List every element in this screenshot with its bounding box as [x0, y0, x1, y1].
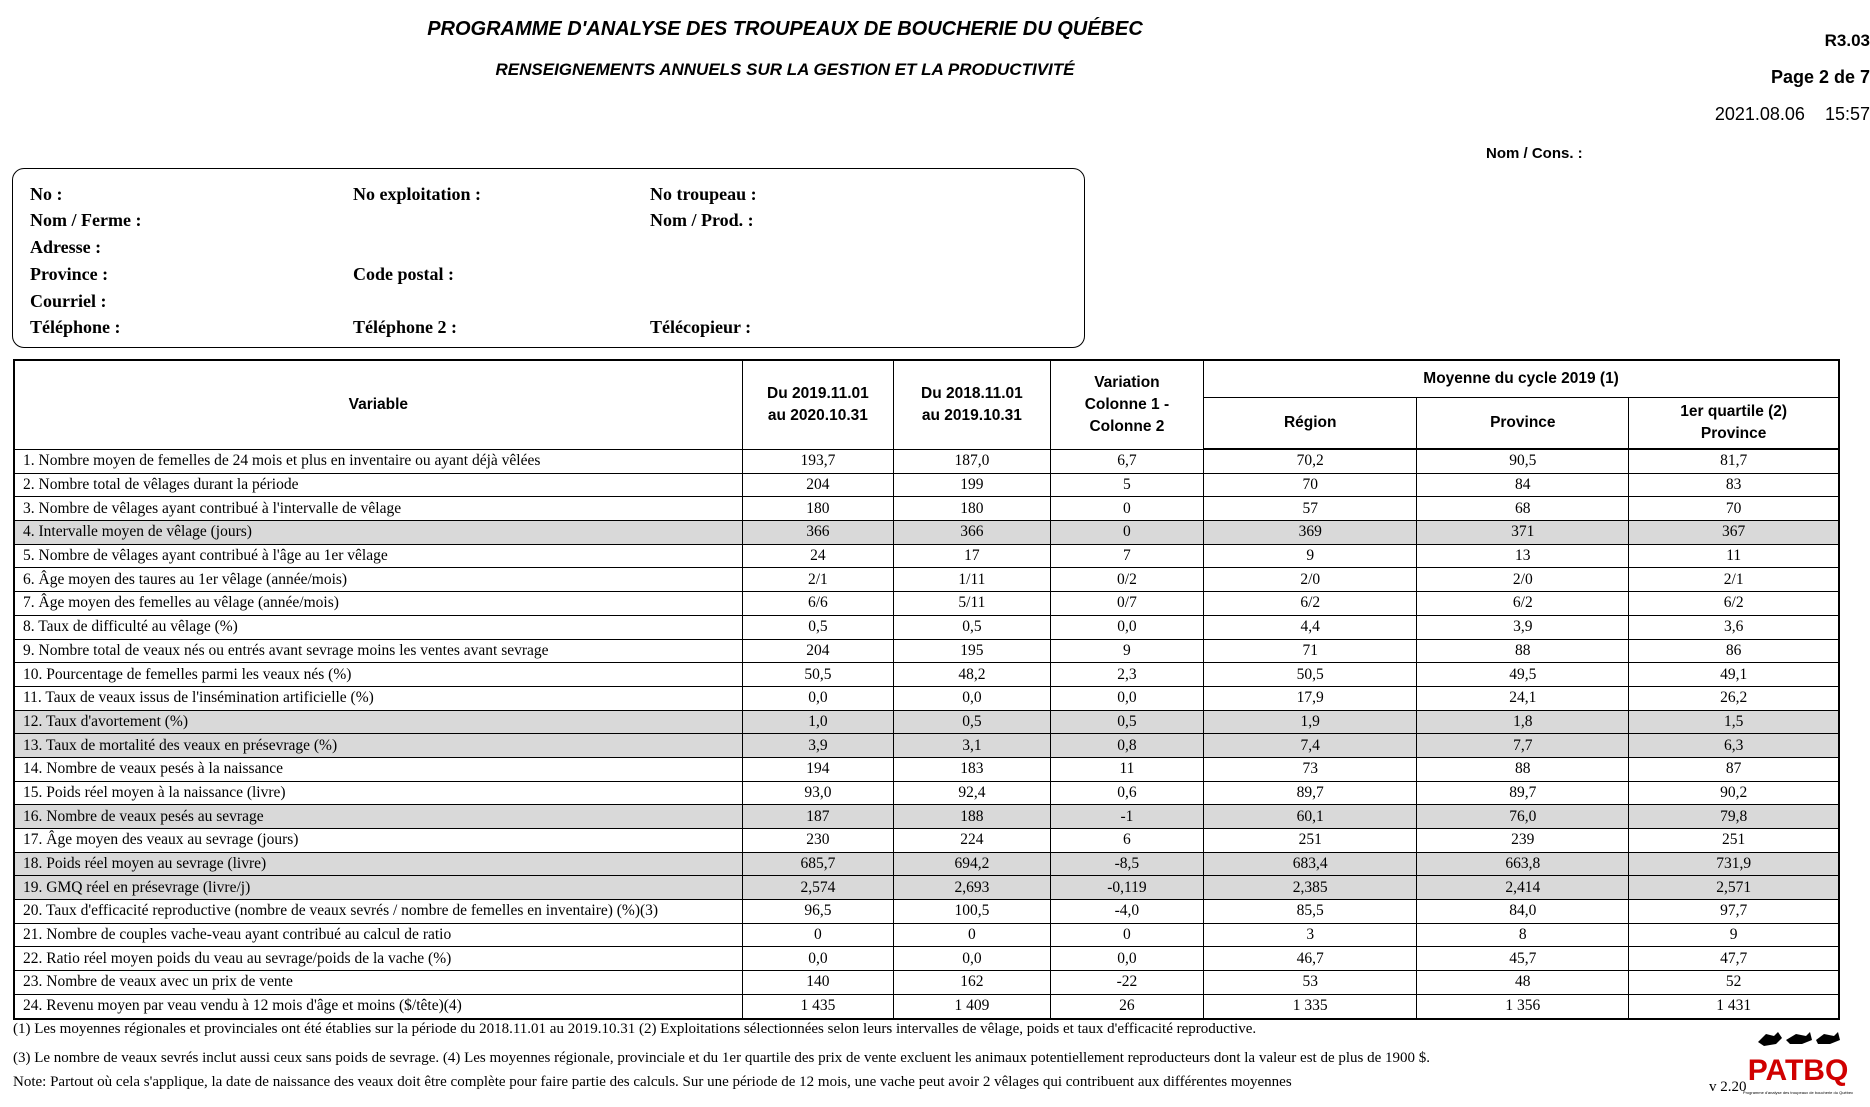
cell-col1: 0,5: [742, 615, 893, 639]
cell-quartile: 9: [1629, 923, 1839, 947]
cell-quartile: 2/1: [1629, 568, 1839, 592]
productivity-table: [13, 359, 1840, 1020]
cell-quartile: 3,6: [1629, 615, 1839, 639]
cell-variation: 0: [1050, 521, 1204, 545]
row-label: 12. Taux d'avortement (%): [14, 710, 742, 734]
cell-region: 60,1: [1204, 805, 1417, 829]
cell-region: 7,4: [1204, 734, 1417, 758]
table-row: [14, 900, 1839, 924]
cell-region: 683,4: [1204, 852, 1417, 876]
header-province: Province: [1417, 397, 1629, 449]
row-label: 3. Nombre de vêlages ayant contribué à l'intervalle de vêlage: [14, 497, 742, 521]
header-moyenne: Moyenne du cycle 2019 (1): [1204, 360, 1839, 397]
row-label: 21. Nombre de couples vache-veau ayant contribué au calcul de ratio: [14, 923, 742, 947]
cell-col2: 0: [894, 923, 1051, 947]
cell-region: 369: [1204, 521, 1417, 545]
cell-col1: 187: [742, 805, 893, 829]
cell-col2: 100,5: [894, 900, 1051, 924]
row-label: 7. Âge moyen des femelles au vêlage (année/mois): [14, 592, 742, 616]
row-label: 4. Intervalle moyen de vêlage (jours): [14, 521, 742, 545]
page-number: Page 2 de 7: [1770, 67, 1870, 87]
cell-quartile: 6/2: [1629, 592, 1839, 616]
cell-region: 2,385: [1204, 876, 1417, 900]
report-subtitle: RENSEIGNEMENTS ANNUELS SUR LA GESTION ET LA PRODUCTIVITÉ: [495, 60, 1075, 79]
cell-region: 2/0: [1204, 568, 1417, 592]
cell-region: 70: [1204, 473, 1417, 497]
nom-prod-label: Nom / Prod. :: [650, 210, 754, 230]
cell-col2: 187,0: [894, 449, 1051, 473]
cell-col2: 366: [894, 521, 1051, 545]
cell-col1: 93,0: [742, 781, 893, 805]
cell-col1: 193,7: [742, 449, 893, 473]
code-postal-label: Code postal :: [353, 264, 455, 284]
cell-variation: -22: [1050, 971, 1204, 995]
adresse-label: Adresse :: [30, 237, 102, 257]
cell-col2: 17: [894, 544, 1051, 568]
report-title: PROGRAMME D'ANALYSE DES TROUPEAUX DE BOUCHERIE DU QUÉBEC: [427, 18, 1143, 40]
cell-col1: 194: [742, 757, 893, 781]
row-label: 5. Nombre de vêlages ayant contribué à l'âge au 1er vêlage: [14, 544, 742, 568]
table-row: [14, 544, 1839, 568]
cell-col1: 366: [742, 521, 893, 545]
cell-col1: 96,5: [742, 900, 893, 924]
cell-col2: 188: [894, 805, 1051, 829]
logo-subtext: Programme d'analyse des troupeaux de boucherie du Québec: [1742, 1090, 1854, 1095]
cell-quartile: 86: [1629, 639, 1839, 663]
cell-region: 251: [1204, 829, 1417, 853]
cell-variation: 0,8: [1050, 734, 1204, 758]
cell-variation: 9: [1050, 639, 1204, 663]
cell-variation: 0,0: [1050, 947, 1204, 971]
cell-province: 24,1: [1417, 686, 1629, 710]
report-time: 15:57: [1824, 104, 1870, 124]
row-label: 18. Poids réel moyen au sevrage (livre): [14, 852, 742, 876]
cell-variation: 0,0: [1050, 686, 1204, 710]
row-label: 16. Nombre de veaux pesés au sevrage: [14, 805, 742, 829]
footnote-1: (1) Les moyennes régionales et provinciales ont été établies sur la période du 2018.11.01 au 2019.10.31 (2) Exploitations sélectionnées selon leurs intervalles de vêlage, poids et taux d'efficacité reproductive.: [13, 1021, 1257, 1037]
table-row: [14, 521, 1839, 545]
row-label: 1. Nombre moyen de femelles de 24 mois et plus en inventaire ou ayant déjà vêlées: [14, 449, 742, 473]
courriel-label: Courriel :: [30, 291, 107, 311]
cell-quartile: 52: [1629, 971, 1839, 995]
cell-variation: 6,7: [1050, 449, 1204, 473]
cell-region: 1,9: [1204, 710, 1417, 734]
table-row: [14, 829, 1839, 853]
row-label: 17. Âge moyen des veaux au sevrage (jours): [14, 829, 742, 853]
row-label: 22. Ratio réel moyen poids du veau au sevrage/poids de la vache (%): [14, 947, 742, 971]
cell-col2: 1 409: [894, 994, 1051, 1018]
footnote-3: Note: Partout où cela s'applique, la date de naissance des veaux doit être complète pour faire partie des calculs. Sur une période de 12 mois, une vache peut avoir 2 vêlages qui contribuent aux différentes moyennes: [13, 1074, 1292, 1090]
cell-region: 70,2: [1204, 449, 1417, 473]
cell-region: 53: [1204, 971, 1417, 995]
table-row: [14, 781, 1839, 805]
table-row: [14, 497, 1839, 521]
cell-col2: 162: [894, 971, 1051, 995]
cell-province: 7,7: [1417, 734, 1629, 758]
cell-col2: 1/11: [894, 568, 1051, 592]
cell-variation: -0,119: [1050, 876, 1204, 900]
table-row: [14, 805, 1839, 829]
cell-quartile: 97,7: [1629, 900, 1839, 924]
cell-region: 1 335: [1204, 994, 1417, 1018]
report-code: R3.03: [1824, 31, 1870, 50]
cell-region: 50,5: [1204, 663, 1417, 687]
cell-quartile: 81,7: [1629, 449, 1839, 473]
table-row: [14, 473, 1839, 497]
cell-col2: 5/11: [894, 592, 1051, 616]
cell-variation: 0: [1050, 497, 1204, 521]
cell-quartile: 26,2: [1629, 686, 1839, 710]
cell-variation: 5: [1050, 473, 1204, 497]
cell-col1: 1,0: [742, 710, 893, 734]
cell-quartile: 47,7: [1629, 947, 1839, 971]
no-label: No :: [30, 184, 63, 204]
cell-region: 46,7: [1204, 947, 1417, 971]
table-row: [14, 592, 1839, 616]
cell-col2: 180: [894, 497, 1051, 521]
cell-province: 1 356: [1417, 994, 1629, 1018]
header-variation: Variation Colonne 1 - Colonne 2: [1050, 360, 1204, 449]
row-label: 20. Taux d'efficacité reproductive (nombre de veaux sevrés / nombre de femelles en inventaire) (%)(3): [14, 900, 742, 924]
telephone-label: Téléphone :: [30, 317, 121, 337]
cell-variation: 2,3: [1050, 663, 1204, 687]
cell-variation: -8,5: [1050, 852, 1204, 876]
cell-province: 84,0: [1417, 900, 1629, 924]
farm-info-box: [12, 168, 1085, 348]
cell-province: 371: [1417, 521, 1629, 545]
table-row: [14, 663, 1839, 687]
table-row: [14, 923, 1839, 947]
cell-province: 3,9: [1417, 615, 1629, 639]
cell-col1: 685,7: [742, 852, 893, 876]
cell-col2: 694,2: [894, 852, 1051, 876]
row-label: 9. Nombre total de veaux nés ou entrés avant sevrage moins les ventes avant sevrage: [14, 639, 742, 663]
cell-province: 8: [1417, 923, 1629, 947]
cell-region: 71: [1204, 639, 1417, 663]
table-row: [14, 971, 1839, 995]
cell-col2: 183: [894, 757, 1051, 781]
cell-quartile: 49,1: [1629, 663, 1839, 687]
nom-cons-label: Nom / Cons. :: [1486, 145, 1583, 162]
cell-quartile: 6,3: [1629, 734, 1839, 758]
cell-province: 239: [1417, 829, 1629, 853]
cell-quartile: 251: [1629, 829, 1839, 853]
cell-col2: 0,5: [894, 615, 1051, 639]
province-label: Province :: [30, 264, 109, 284]
cell-quartile: 70: [1629, 497, 1839, 521]
cell-col1: 2,574: [742, 876, 893, 900]
cell-col2: 48,2: [894, 663, 1051, 687]
cell-variation: -1: [1050, 805, 1204, 829]
header-col2: Du 2018.11.01 au 2019.10.31: [894, 360, 1051, 449]
cell-region: 57: [1204, 497, 1417, 521]
row-label: 6. Âge moyen des taures au 1er vêlage (année/mois): [14, 568, 742, 592]
cell-province: 1,8: [1417, 710, 1629, 734]
cell-region: 4,4: [1204, 615, 1417, 639]
cell-quartile: 367: [1629, 521, 1839, 545]
cell-province: 45,7: [1417, 947, 1629, 971]
cell-province: 68: [1417, 497, 1629, 521]
cell-variation: 6: [1050, 829, 1204, 853]
header-region: Région: [1204, 397, 1417, 449]
row-label: 19. GMQ réel en présevrage (livre/j): [14, 876, 742, 900]
cell-province: 89,7: [1417, 781, 1629, 805]
row-label: 10. Pourcentage de femelles parmi les veaux nés (%): [14, 663, 742, 687]
cell-col2: 195: [894, 639, 1051, 663]
table-row: [14, 639, 1839, 663]
report-date: 2021.08.06: [1714, 104, 1805, 124]
telecopieur-label: Télécopieur :: [650, 317, 752, 337]
table-row: [14, 876, 1839, 900]
cell-province: 88: [1417, 757, 1629, 781]
cell-province: 2,414: [1417, 876, 1629, 900]
no-exploitation-label: No exploitation :: [353, 184, 481, 204]
telephone2-label: Téléphone 2 :: [353, 317, 458, 337]
cell-col1: 1 435: [742, 994, 893, 1018]
row-label: 24. Revenu moyen par veau vendu à 12 mois d'âge et moins ($/tête)(4): [14, 994, 742, 1018]
header-col1: Du 2019.11.01 au 2020.10.31: [742, 360, 893, 449]
header-variable: Variable: [14, 360, 742, 449]
cell-quartile: 83: [1629, 473, 1839, 497]
row-label: 13. Taux de mortalité des veaux en présevrage (%): [14, 734, 742, 758]
cell-col2: 0,0: [894, 686, 1051, 710]
row-label: 23. Nombre de veaux avec un prix de vente: [14, 971, 742, 995]
cell-quartile: 1 431: [1629, 994, 1839, 1018]
nom-ferme-label: Nom / Ferme :: [30, 210, 142, 230]
cell-variation: 0,0: [1050, 615, 1204, 639]
cell-variation: 26: [1050, 994, 1204, 1018]
no-troupeau-label: No troupeau :: [650, 184, 757, 204]
cell-region: 3: [1204, 923, 1417, 947]
cell-col1: 50,5: [742, 663, 893, 687]
cell-col1: 180: [742, 497, 893, 521]
cell-region: 17,9: [1204, 686, 1417, 710]
table-row: [14, 710, 1839, 734]
cell-col1: 0,0: [742, 686, 893, 710]
cell-col2: 0,0: [894, 947, 1051, 971]
cell-col1: 0: [742, 923, 893, 947]
cell-variation: 0/2: [1050, 568, 1204, 592]
cell-province: 84: [1417, 473, 1629, 497]
row-label: 14. Nombre de veaux pesés à la naissance: [14, 757, 742, 781]
cell-region: 73: [1204, 757, 1417, 781]
cell-quartile: 2,571: [1629, 876, 1839, 900]
cell-variation: 0,5: [1050, 710, 1204, 734]
cell-variation: -4,0: [1050, 900, 1204, 924]
cell-col2: 2,693: [894, 876, 1051, 900]
cell-province: 76,0: [1417, 805, 1629, 829]
cell-col2: 92,4: [894, 781, 1051, 805]
patbq-logo: [1742, 1030, 1854, 1102]
cell-province: 49,5: [1417, 663, 1629, 687]
cell-col1: 2/1: [742, 568, 893, 592]
cell-region: 9: [1204, 544, 1417, 568]
table-row: [14, 852, 1839, 876]
table-row: [14, 947, 1839, 971]
cell-province: 6/2: [1417, 592, 1629, 616]
cell-province: 88: [1417, 639, 1629, 663]
cell-variation: 0: [1050, 923, 1204, 947]
version-label: v 2.20: [1709, 1079, 1747, 1095]
table-row: [14, 615, 1839, 639]
row-label: 2. Nombre total de vêlages durant la période: [14, 473, 742, 497]
cell-quartile: 731,9: [1629, 852, 1839, 876]
cell-col2: 3,1: [894, 734, 1051, 758]
cell-province: 13: [1417, 544, 1629, 568]
cell-variation: 0,6: [1050, 781, 1204, 805]
cell-col1: 3,9: [742, 734, 893, 758]
header-quartile: 1er quartile (2) Province: [1629, 397, 1839, 449]
cell-col1: 204: [742, 473, 893, 497]
cell-col2: 224: [894, 829, 1051, 853]
cell-province: 663,8: [1417, 852, 1629, 876]
cell-col1: 6/6: [742, 592, 893, 616]
cell-region: 89,7: [1204, 781, 1417, 805]
cell-variation: 0/7: [1050, 592, 1204, 616]
table-row: [14, 449, 1839, 473]
cell-col1: 204: [742, 639, 893, 663]
cell-col2: 199: [894, 473, 1051, 497]
table-row: [14, 686, 1839, 710]
cell-col1: 140: [742, 971, 893, 995]
cell-variation: 11: [1050, 757, 1204, 781]
logo-text: PATBQ: [1747, 1054, 1849, 1087]
cell-quartile: 90,2: [1629, 781, 1839, 805]
cell-province: 90,5: [1417, 449, 1629, 473]
table-row: [14, 757, 1839, 781]
cell-col2: 0,5: [894, 710, 1051, 734]
cell-col1: 0,0: [742, 947, 893, 971]
cell-col1: 24: [742, 544, 893, 568]
table-row: [14, 568, 1839, 592]
cell-province: 48: [1417, 971, 1629, 995]
cell-quartile: 1,5: [1629, 710, 1839, 734]
row-label: 11. Taux de veaux issus de l'insémination artificielle (%): [14, 686, 742, 710]
cell-region: 6/2: [1204, 592, 1417, 616]
cell-province: 2/0: [1417, 568, 1629, 592]
cell-variation: 7: [1050, 544, 1204, 568]
cell-quartile: 87: [1629, 757, 1839, 781]
footnote-2: (3) Le nombre de veaux sevrés inclut aussi ceux sans poids de sevrage. (4) Les moyennes régionale, provinciale et du 1er quartile des prix de vente excluent les animaux potentiellement reproducteurs dont la valeur est de plus de 1900 $.: [13, 1050, 1431, 1066]
report-datetime: [1670, 104, 1870, 125]
table-row: [14, 994, 1839, 1018]
row-label: 15. Poids réel moyen à la naissance (livre): [14, 781, 742, 805]
cell-region: 85,5: [1204, 900, 1417, 924]
cell-col1: 230: [742, 829, 893, 853]
table-row: [14, 734, 1839, 758]
cell-quartile: 79,8: [1629, 805, 1839, 829]
cell-quartile: 11: [1629, 544, 1839, 568]
row-label: 8. Taux de difficulté au vêlage (%): [14, 615, 742, 639]
